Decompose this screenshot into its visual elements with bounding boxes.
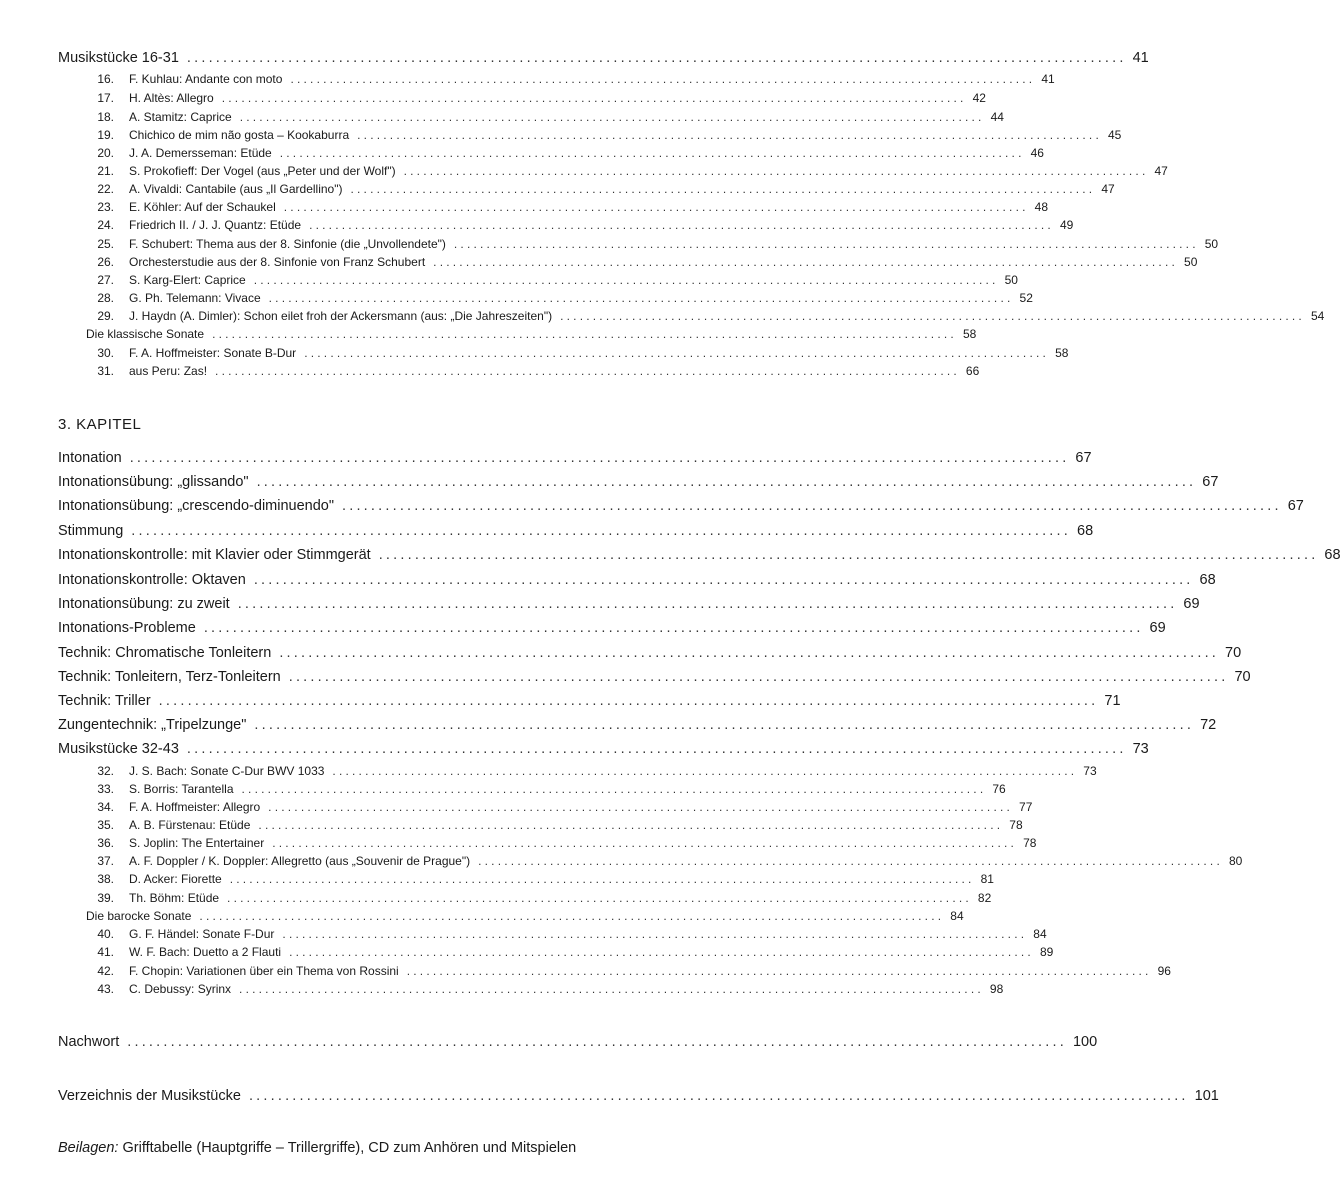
item-page: 98 xyxy=(989,982,1004,996)
item-number: 38. xyxy=(97,872,114,886)
leader-dots: .................................................................................................................. xyxy=(272,836,1018,850)
toc-entry-title: Intonationsübung: zu zweit xyxy=(58,596,230,612)
item-title: F. Chopin: Variationen über ein Thema von Rossini xyxy=(129,964,399,978)
leader-dots: .................................................................................................................. xyxy=(332,764,1078,778)
item-page: 89 xyxy=(1039,945,1054,959)
item-page: 42 xyxy=(972,91,986,105)
item-number: 41. xyxy=(97,945,114,959)
item-page: 81 xyxy=(980,872,994,886)
leader-dots: .................................................................................................................. xyxy=(227,891,972,905)
item-number: 29. xyxy=(97,309,114,323)
toc-item xyxy=(86,836,1037,850)
item-number: 24. xyxy=(97,218,114,232)
toc-entry-page: 68 xyxy=(1324,547,1341,563)
item-page: 78 xyxy=(1009,818,1023,832)
item-title: G. Ph. Telemann: Vivace xyxy=(129,291,261,305)
toc-entry-title: Intonation xyxy=(58,450,122,466)
item-number: 27. xyxy=(97,273,114,287)
leader-dots: .................................................................................................................. xyxy=(433,255,1179,269)
toc-item xyxy=(86,255,1198,269)
leader-dots: .................................................................................................................. xyxy=(241,782,987,796)
toc-item xyxy=(86,273,1018,287)
item-number: 30. xyxy=(97,346,114,360)
toc-entry-page: 101 xyxy=(1194,1088,1219,1104)
toc-item xyxy=(86,146,1044,160)
toc-item xyxy=(86,982,1004,996)
item-number: 26. xyxy=(97,255,114,269)
item-title: E. Köhler: Auf der Schaukel xyxy=(129,200,276,214)
leader-dots: .................................................................................................................. xyxy=(253,273,999,287)
leader-dots: .................................................................................................................................. xyxy=(254,717,1195,733)
toc-entry-title: Zungentechnik: „Tripelzunge" xyxy=(58,717,247,733)
item-title: S. Prokofieff: Der Vogel (aus „Peter und der Wolf") xyxy=(129,164,396,178)
item-number: 39. xyxy=(97,891,114,905)
item-title: A. Vivaldi: Cantabile (aus „Il Gardellino") xyxy=(129,182,343,196)
toc-entry xyxy=(58,717,1217,733)
item-number: 17. xyxy=(97,91,114,105)
leader-dots: .................................................................................................................................. xyxy=(186,50,1127,66)
toc-entry-title: Verzeichnis der Musikstücke xyxy=(58,1088,241,1104)
toc-entry-page: 67 xyxy=(1075,450,1092,466)
item-page: 84 xyxy=(950,909,964,923)
item-page: 47 xyxy=(1101,182,1115,196)
leader-dots: .................................................................................................................. xyxy=(258,818,1004,832)
toc-item xyxy=(86,945,1054,959)
toc-entry xyxy=(58,547,1341,563)
leader-dots: .................................................................................................................. xyxy=(290,72,1036,86)
supplements-text: Grifftabelle (Hauptgriffe – Trillergriffe), CD zum Anhören und Mitspielen xyxy=(118,1140,577,1156)
item-title: Th. Böhm: Etüde xyxy=(129,891,220,905)
leader-dots: .................................................................................................................. xyxy=(239,110,985,124)
toc-item xyxy=(86,872,994,886)
item-number: 16. xyxy=(97,72,114,86)
item-number: 19. xyxy=(97,128,114,142)
item-title: J. A. Demersseman: Etüde xyxy=(129,146,272,160)
toc-entry-page: 70 xyxy=(1234,669,1251,685)
leader-dots: .................................................................................................................................. xyxy=(378,547,1319,563)
item-page: 46 xyxy=(1030,146,1044,160)
item-page: 50 xyxy=(1004,273,1018,287)
leader-dots: .................................................................................................................. xyxy=(350,182,1096,196)
item-number: 32. xyxy=(97,764,114,778)
item-title: A. F. Doppler / K. Doppler: Allegretto (aus „Souvenir de Prague") xyxy=(129,854,471,868)
leader-dots: .................................................................................................................. xyxy=(215,364,960,378)
leader-dots: .................................................................................................................................. xyxy=(186,741,1127,757)
toc-item xyxy=(86,909,964,923)
toc-item xyxy=(86,91,986,105)
item-page: 44 xyxy=(990,110,1004,124)
toc-entry xyxy=(58,620,1166,636)
item-page: 54 xyxy=(1310,309,1325,323)
leader-dots: .................................................................................................................. xyxy=(478,854,1223,868)
item-page: 49 xyxy=(1059,218,1074,232)
item-page: 45 xyxy=(1108,128,1122,142)
toc-item xyxy=(86,891,992,905)
toc-entry xyxy=(58,474,1219,490)
item-number: 43. xyxy=(97,982,114,996)
toc-item xyxy=(86,327,977,341)
toc-entry-musikstuecke-16-31 xyxy=(58,50,1149,66)
toc-entry-page: 67 xyxy=(1287,498,1304,514)
item-page: 73 xyxy=(1083,764,1097,778)
toc-entry-title: Musikstücke 16-31 xyxy=(58,50,179,66)
item-title: Die barocke Sonate xyxy=(86,909,192,923)
item-title: J. Haydn (A. Dimler): Schon eilet froh der Ackersmann (aus: „Die Jahreszeiten") xyxy=(129,309,553,323)
item-title: Friedrich II. / J. J. Quantz: Etüde xyxy=(129,218,302,232)
item-title: J. S. Bach: Sonate C-Dur BWV 1033 xyxy=(129,764,325,778)
leader-dots: .................................................................................................................. xyxy=(199,909,945,923)
toc-item xyxy=(86,764,1097,778)
leader-dots: .................................................................................................................. xyxy=(279,146,1025,160)
toc-entry-title: Musikstücke 32-43 xyxy=(58,741,179,757)
toc-item xyxy=(86,218,1074,232)
leader-dots: .................................................................................................................................. xyxy=(253,572,1194,588)
leader-dots: .................................................................................................................. xyxy=(403,164,1149,178)
item-page: 41 xyxy=(1041,72,1055,86)
toc-entry xyxy=(58,450,1092,466)
item-number: 31. xyxy=(97,364,114,378)
leader-dots: .................................................................................................................................. xyxy=(127,1034,1067,1050)
toc-entry-page: 71 xyxy=(1104,693,1121,709)
leader-dots: .................................................................................................................. xyxy=(268,800,1014,814)
leader-dots: .................................................................................................................. xyxy=(304,346,1050,360)
toc-item xyxy=(86,818,1023,832)
leader-dots: .................................................................................................................. xyxy=(268,291,1014,305)
toc-entry-title: Technik: Triller xyxy=(58,693,151,709)
leader-dots: .................................................................................................................................. xyxy=(158,693,1099,709)
toc-entry-page: 72 xyxy=(1200,717,1217,733)
item-number: 23. xyxy=(97,200,114,214)
item-number: 34. xyxy=(97,800,114,814)
leader-dots: .................................................................................................................. xyxy=(357,128,1102,142)
item-title: F. A. Hoffmeister: Sonate B-Dur xyxy=(129,346,297,360)
chapter-heading: 3. KAPITEL xyxy=(58,416,142,433)
item-title: W. F. Bach: Duetto a 2 Flauti xyxy=(129,945,282,959)
toc-item xyxy=(86,309,1325,323)
leader-dots: .................................................................................................................................. xyxy=(279,645,1220,661)
item-page: 82 xyxy=(977,891,992,905)
toc-item xyxy=(86,237,1219,251)
leader-dots: .................................................................................................................. xyxy=(453,237,1199,251)
item-number: 36. xyxy=(97,836,114,850)
toc-item xyxy=(86,800,1033,814)
leader-dots: .................................................................................................................................. xyxy=(129,450,1070,466)
leader-dots: .................................................................................................................. xyxy=(283,200,1029,214)
toc-entry xyxy=(58,596,1200,612)
item-title: Orchesterstudie aus der 8. Sinfonie von Franz Schubert xyxy=(129,255,426,269)
toc-entry-title: Technik: Chromatische Tonleitern xyxy=(58,645,272,661)
item-title: C. Debussy: Syrinx xyxy=(129,982,232,996)
item-title: Chichico de mim não gosta – Kookaburra xyxy=(129,128,350,142)
toc-entry-title: Intonationsübung: „crescendo-diminuendo" xyxy=(58,498,334,514)
toc-item xyxy=(86,110,1004,124)
item-title: F. Kuhlau: Andante con moto xyxy=(129,72,283,86)
item-title: D. Acker: Fiorette xyxy=(129,872,222,886)
toc-entry xyxy=(58,498,1304,514)
item-title: G. F. Händel: Sonate F-Dur xyxy=(129,927,275,941)
item-page: 84 xyxy=(1033,927,1047,941)
item-number: 35. xyxy=(97,818,114,832)
item-number: 25. xyxy=(97,237,114,251)
toc-item xyxy=(86,854,1243,868)
leader-dots: .................................................................................................................. xyxy=(289,945,1034,959)
toc-entry-page: 100 xyxy=(1072,1034,1098,1050)
toc-entry-page: 67 xyxy=(1202,474,1219,490)
item-page: 58 xyxy=(962,327,977,341)
item-title: F. A. Hoffmeister: Allegro xyxy=(129,800,261,814)
item-title: aus Peru: Zas! xyxy=(129,364,208,378)
item-number: 21. xyxy=(97,164,114,178)
item-title: F. Schubert: Thema aus der 8. Sinfonie (die „Unvollendete") xyxy=(129,237,446,251)
item-title: A. B. Fürstenau: Etüde xyxy=(129,818,251,832)
toc-item xyxy=(86,72,1055,86)
supplements-note xyxy=(58,1140,576,1156)
item-number: 42. xyxy=(97,964,114,978)
item-number: 18. xyxy=(97,110,114,124)
toc-item xyxy=(86,182,1115,196)
leader-dots: .................................................................................................................. xyxy=(221,91,967,105)
leader-dots: .................................................................................................................................. xyxy=(248,1088,1189,1104)
item-title: H. Altès: Allegro xyxy=(129,91,214,105)
item-page: 48 xyxy=(1034,200,1048,214)
leader-dots: .................................................................................................................. xyxy=(406,964,1152,978)
item-number: 37. xyxy=(97,854,114,868)
leader-dots: .................................................................................................................. xyxy=(560,309,1305,323)
item-page: 58 xyxy=(1055,346,1069,360)
toc-entry-verzeichnis xyxy=(58,1088,1219,1104)
item-page: 80 xyxy=(1228,854,1243,868)
toc-entry-page: 69 xyxy=(1183,596,1200,612)
leader-dots: .................................................................................................................................. xyxy=(203,620,1144,636)
item-title: S. Karg-Elert: Caprice xyxy=(129,273,246,287)
item-page: 47 xyxy=(1154,164,1168,178)
item-number: 33. xyxy=(97,782,114,796)
item-page: 50 xyxy=(1184,255,1198,269)
toc-entry-page: 69 xyxy=(1149,620,1166,636)
toc-item xyxy=(86,200,1048,214)
item-page: 50 xyxy=(1204,237,1219,251)
item-page: 52 xyxy=(1019,291,1033,305)
item-number: 40. xyxy=(97,927,114,941)
leader-dots: .................................................................................................................. xyxy=(309,218,1054,232)
leader-dots: .................................................................................................................. xyxy=(282,927,1028,941)
leader-dots: .................................................................................................................................. xyxy=(288,669,1229,685)
leader-dots: .................................................................................................................................. xyxy=(256,474,1197,490)
toc-entry-title: Stimmung xyxy=(58,523,124,539)
toc-entry-page: 41 xyxy=(1132,50,1149,66)
toc-entry xyxy=(58,669,1251,685)
toc-entry-title: Intonations-Probleme xyxy=(58,620,196,636)
toc-entry-page: 73 xyxy=(1132,741,1149,757)
toc-item xyxy=(86,364,980,378)
item-page: 77 xyxy=(1019,800,1033,814)
toc-item xyxy=(86,128,1122,142)
toc-entry xyxy=(58,523,1094,539)
toc-item xyxy=(86,782,1006,796)
toc-item xyxy=(86,164,1168,178)
item-page: 78 xyxy=(1023,836,1037,850)
toc-entry-title: Nachwort xyxy=(58,1034,120,1050)
item-number: 20. xyxy=(97,146,114,160)
item-number: 28. xyxy=(97,291,114,305)
toc-item xyxy=(86,346,1069,360)
leader-dots: .................................................................................................................................. xyxy=(131,523,1071,539)
toc-entry-title: Intonationskontrolle: mit Klavier oder Stimmgerät xyxy=(58,547,371,563)
item-title: S. Joplin: The Entertainer xyxy=(129,836,265,850)
toc-item xyxy=(86,291,1033,305)
toc-item xyxy=(86,964,1171,978)
toc-entry-page: 68 xyxy=(1077,523,1094,539)
leader-dots: .................................................................................................................. xyxy=(229,872,975,886)
item-title: A. Stamitz: Caprice xyxy=(129,110,232,124)
item-title: S. Borris: Tarantella xyxy=(129,782,234,796)
toc-entry-title: Technik: Tonleitern, Terz-Tonleitern xyxy=(58,669,281,685)
supplements-label: Beilagen: xyxy=(58,1140,119,1156)
item-page: 76 xyxy=(992,782,1006,796)
toc-entry xyxy=(58,572,1216,588)
toc-entry xyxy=(58,741,1149,757)
leader-dots: .................................................................................................................................. xyxy=(342,498,1282,514)
toc-entry xyxy=(58,645,1242,661)
leader-dots: .................................................................................................................. xyxy=(239,982,984,996)
item-page: 66 xyxy=(965,364,980,378)
leader-dots: .................................................................................................................. xyxy=(212,327,957,341)
toc-item xyxy=(86,927,1047,941)
toc-entry-page: 70 xyxy=(1225,645,1242,661)
toc-entry-nachwort xyxy=(58,1034,1098,1050)
toc-entry-page: 68 xyxy=(1199,572,1216,588)
toc-entry-title: Intonationsübung: „glissando" xyxy=(58,474,249,490)
item-page: 96 xyxy=(1157,964,1171,978)
toc-entry xyxy=(58,693,1121,709)
leader-dots: .................................................................................................................................. xyxy=(237,596,1178,612)
toc-entry-title: Intonationskontrolle: Oktaven xyxy=(58,572,246,588)
item-title: Die klassische Sonate xyxy=(86,327,205,341)
item-number: 22. xyxy=(97,182,114,196)
